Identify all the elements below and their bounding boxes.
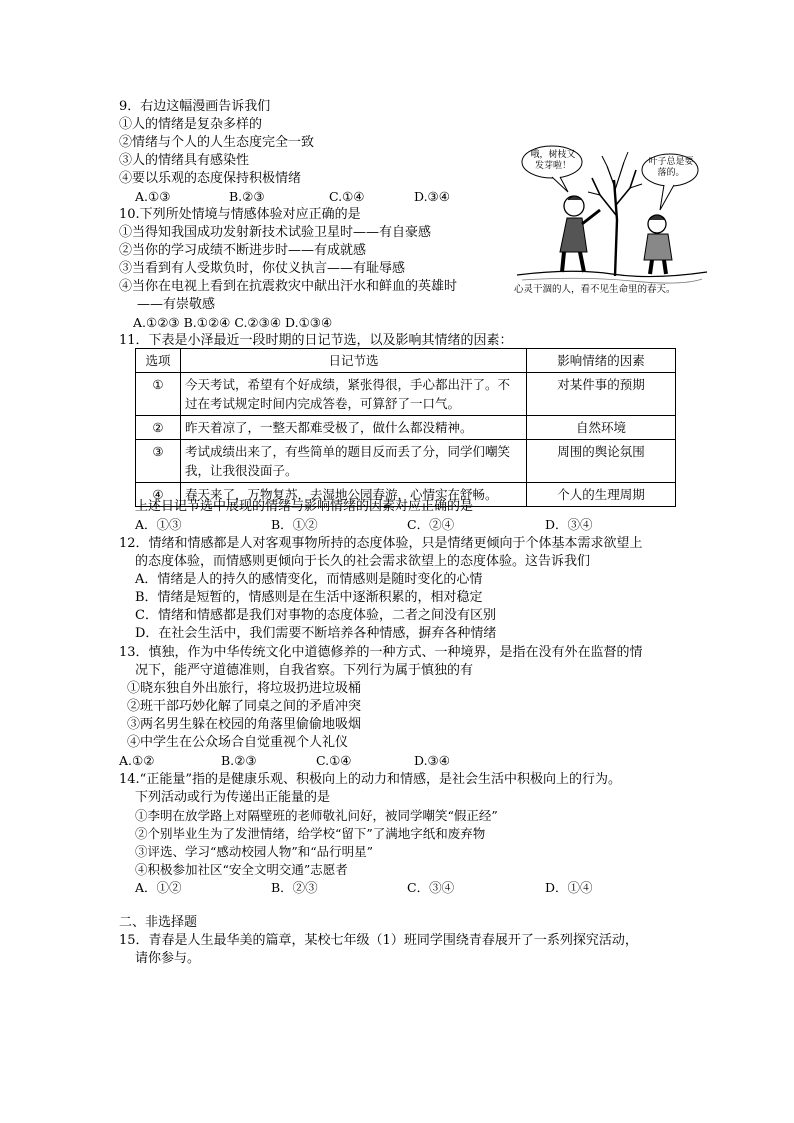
q10-options: A.①②③ B.①②④ C.②③④ D.①③④ (133, 315, 333, 330)
q13-stem-1: 13．慎独，作为中华传统文化中道德修养的一种方式、一种境界，是指在没有外在监督的情 (119, 645, 643, 660)
q14-option-b: B．②③ (271, 880, 318, 895)
cartoon-illustration (512, 140, 712, 300)
q12-option-c: C．情绪和情感都是我们对事物的态度体验，二者之间没有区别 (135, 608, 496, 623)
q10-item-4-cont: ——有崇敬感 (137, 297, 216, 312)
q14-option-a: A．①② (135, 880, 182, 895)
q14-option-c: C．③④ (407, 880, 455, 895)
q13-stem-2: 况下，能严守道德准则，自我省察。下列行为属于慎独的有 (135, 663, 474, 678)
q12-stem-2: 的态度体验，而情感则更倾向于长久的社会需求欲望上的态度体验。这告诉我们 (135, 554, 591, 569)
cartoon-bubble-right-text: 叶子总是要落的。 (648, 157, 694, 178)
q13-item-1: ①晓东独自外出旅行，将垃圾扔进垃圾桶 (127, 681, 362, 696)
q13-option-c: C.①④ (316, 753, 352, 768)
q14-item-1: ①李明在放学路上对隔壁班的老师敬礼问好，被同学嘲笑“假正经” (135, 808, 498, 823)
q11-option-b: B．①② (271, 517, 318, 532)
section-heading: 二、非选择题 (119, 915, 198, 930)
q9-item-1: ①人的情绪是复杂多样的 (119, 117, 263, 132)
q10-item-4: ④当你在电视上看到在抗震救灾中献出汗水和鲜血的英雄时 (119, 279, 458, 294)
q13-option-a: A.①② (119, 753, 155, 768)
cartoon-bubble-left-text: 哦，树枝又发芽啦！ (530, 150, 576, 171)
row-number: ③ (136, 440, 181, 483)
q11-option-a: A．①③ (135, 517, 182, 532)
table-header-row (136, 349, 676, 373)
q12-stem-1: 12．情绪和情感都是人对客观事物所持的态度体验，只是情绪更倾向于个体基本需求欲望上 (119, 536, 643, 551)
q15-line-2: 请你参与。 (135, 951, 201, 966)
q13-option-d: D.③④ (414, 753, 450, 768)
diary-table (135, 348, 676, 507)
table-row (136, 440, 676, 483)
table-row (136, 373, 676, 416)
q10-item-3: ③当看到有人受欺负时，你仗义执言——有耻辱感 (119, 261, 406, 276)
q10-stem: 10.下列所处情境与情感体验对应正确的是 (119, 207, 361, 222)
q11-after: 上述日记节选中展现的情绪与影响情绪的因素对应正确的是 (135, 499, 474, 514)
q14-item-2: ②个别毕业生为了发泄情绪，给学校“留下”了满地字纸和废弃物 (135, 826, 486, 841)
row-diary-text: 考试成绩出来了，有些简单的题目反而丢了分，同学们嘲笑我，让我很没面子。 (181, 440, 527, 483)
q12-option-a: A．情绪是人的持久的感情变化，而情感则是随时变化的心情 (135, 572, 483, 587)
row-factor: 个人的生理周期 (527, 483, 676, 507)
q11-option-c: C．②④ (407, 517, 455, 532)
q9-option-d: D.③④ (414, 189, 450, 204)
header-diary: 日记节选 (181, 349, 527, 373)
row-number: ① (136, 373, 181, 416)
q9-item-2: ②情绪与个人的人生态度完全一致 (119, 135, 315, 150)
q11-stem: 11．下表是小泽最近一段时期的日记节选，以及影响其情绪的因素： (119, 333, 513, 348)
q14-option-d: D．①④ (545, 880, 593, 895)
q12-option-d: D．在社会生活中，我们需要不断培养各种情感，摒弃各种情绪 (135, 626, 497, 641)
row-number: ④ (136, 483, 181, 507)
q9-item-4: ④要以乐观的态度保持积极情绪 (119, 171, 302, 186)
row-factor: 周围的舆论氛围 (527, 440, 676, 483)
row-factor: 自然环境 (527, 416, 676, 440)
row-number: ② (136, 416, 181, 440)
row-diary-text: 春天来了，万物复苏，去湿地公园春游，心情实在舒畅。 (181, 483, 527, 507)
q10-item-1: ①当得知我国成功发射新技术试验卫星时——有自豪感 (119, 225, 432, 240)
q15-line-1: 15．青春是人生最华美的篇章，某校七年级（1）班同学围绕青春展开了一系列探究活动， (119, 933, 638, 948)
q9-item-3: ③人的情绪具有感染性 (119, 153, 250, 168)
header-option: 选项 (136, 349, 181, 373)
q14-stem-2: 下列活动或行为传递出正能量的是 (135, 790, 331, 805)
row-factor: 对某件事的预期 (527, 373, 676, 416)
q9-option-c: C.①④ (329, 189, 365, 204)
cartoon-caption: 心灵干涸的人，看不见生命里的春天。 (514, 284, 676, 295)
row-diary-text: 今天考试，希望有个好成绩，紧张得很，手心都出汗了。不过在考试规定时间内完成答卷，可算舒了一口气。 (181, 373, 527, 416)
q14-item-3: ③评选、学习“感动校园人物”和“品行明星” (135, 844, 374, 859)
q9-option-b: B.②③ (229, 189, 265, 204)
q9-stem: 9．右边这幅漫画告诉我们 (119, 99, 271, 114)
q11-option-d: D．③④ (545, 517, 593, 532)
q13-item-3: ③两名男生躲在校园的角落里偷偷地吸烟 (127, 717, 362, 732)
header-factor: 影响情绪的因素 (527, 349, 676, 373)
q13-item-2: ②班干部巧妙化解了同桌之间的矛盾冲突 (127, 699, 362, 714)
q9-option-a: A.①③ (135, 189, 171, 204)
table-row (136, 416, 676, 440)
q13-item-4: ④中学生在公众场合自觉重视个人礼仪 (127, 735, 349, 750)
q10-item-2: ②当你的学习成绩不断进步时——有成就感 (119, 243, 367, 258)
q14-stem-1: 14.“正能量”指的是健康乐观、积极向上的动力和情感，是社会生活中积极向上的行为。 (119, 772, 621, 787)
q13-option-b: B.②③ (221, 753, 257, 768)
row-diary-text: 昨天着凉了，一整天都难受极了，做什么都没精神。 (181, 416, 527, 440)
q14-item-4: ④积极参加社区“安全文明交通”志愿者 (135, 862, 348, 877)
q12-option-b: B．情绪是短暂的，情感则是在生活中逐渐积累的，相对稳定 (135, 590, 483, 605)
